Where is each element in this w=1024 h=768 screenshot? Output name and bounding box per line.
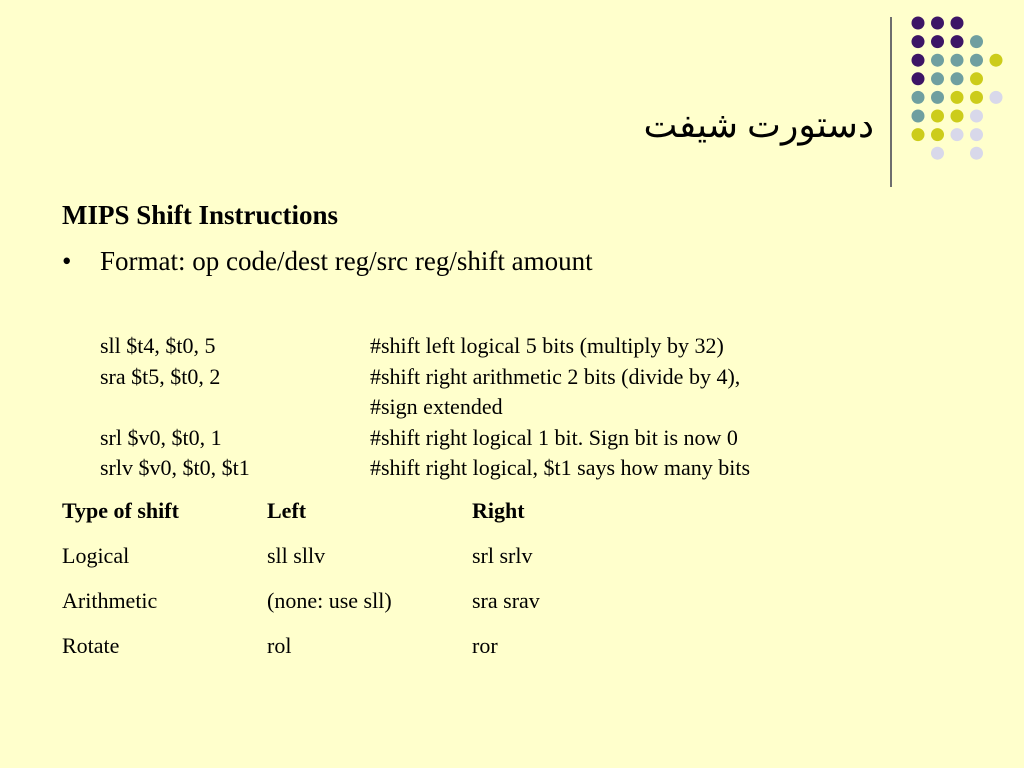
title-divider	[890, 17, 892, 187]
code-comment: #shift right logical, $t1 says how many bits	[370, 455, 751, 480]
decorative-dot	[912, 91, 925, 104]
decorative-dot	[912, 35, 925, 48]
table-cell: srl srlv	[472, 543, 533, 568]
table-cell: rol	[267, 633, 292, 658]
table-cell: ror	[472, 633, 498, 658]
decorative-dot	[970, 128, 983, 141]
decorative-dot	[931, 128, 944, 141]
decorative-dot	[970, 110, 983, 123]
section-heading: MIPS Shift Instructions	[62, 200, 339, 230]
decorative-dot	[931, 72, 944, 85]
slide-title: دستورت شيفت	[643, 105, 874, 145]
decorative-dot	[990, 54, 1003, 67]
decorative-dot	[970, 54, 983, 67]
decorative-dot	[951, 128, 964, 141]
decorative-dot	[931, 110, 944, 123]
decorative-dot	[990, 91, 1003, 104]
code-instruction: sll $t4, $t0, 5	[100, 333, 216, 358]
decorative-dot	[970, 72, 983, 85]
decorative-dot	[912, 72, 925, 85]
decorative-dot	[931, 147, 944, 160]
code-comment: #shift right logical 1 bit. Sign bit is now 0	[370, 424, 738, 450]
decorative-dot	[951, 54, 964, 67]
table-header-cell: Right	[472, 498, 525, 523]
decorative-dot	[912, 110, 925, 123]
bullet-icon: •	[62, 246, 72, 276]
decorative-dot	[951, 110, 964, 123]
decorative-dot	[970, 35, 983, 48]
table-cell: Arithmetic	[62, 588, 158, 613]
decorative-dot	[951, 72, 964, 85]
table-header-cell: Left	[267, 498, 307, 523]
code-comment: #shift left logical 5 bits (multiply by 32)	[370, 333, 724, 358]
decorative-dot	[931, 35, 944, 48]
decorative-dot	[951, 91, 964, 104]
decorative-dot	[912, 54, 925, 67]
table-cell: Logical	[62, 543, 130, 568]
bullet-item	[62, 243, 593, 279]
decorative-dot	[951, 35, 964, 48]
table-cell: sll sllv	[267, 543, 326, 568]
code-instruction: srlv $v0, $t0, $t1	[100, 455, 250, 480]
decorative-dot	[912, 17, 925, 30]
table-cell: (none: use sll)	[267, 588, 392, 613]
code-instruction: sra $t5, $t0, 2	[100, 363, 221, 389]
bullet-text: Format: op code/dest reg/src reg/shift amount	[100, 246, 593, 276]
decorative-dot	[931, 91, 944, 104]
code-comment: #sign extended	[370, 394, 503, 419]
table-header-cell: Type of shift	[62, 498, 179, 523]
code-instruction: srl $v0, $t0, 1	[100, 424, 222, 450]
decorative-dot	[912, 128, 925, 141]
code-comment: #shift right arithmetic 2 bits (divide by 4),	[370, 363, 741, 389]
decorative-dot	[970, 91, 983, 104]
decorative-dot	[931, 17, 944, 30]
decorative-dot	[951, 17, 964, 30]
decorative-dot	[970, 147, 983, 160]
decorative-dot	[931, 54, 944, 67]
table-cell: Rotate	[62, 633, 120, 658]
table-cell: sra srav	[472, 588, 540, 613]
